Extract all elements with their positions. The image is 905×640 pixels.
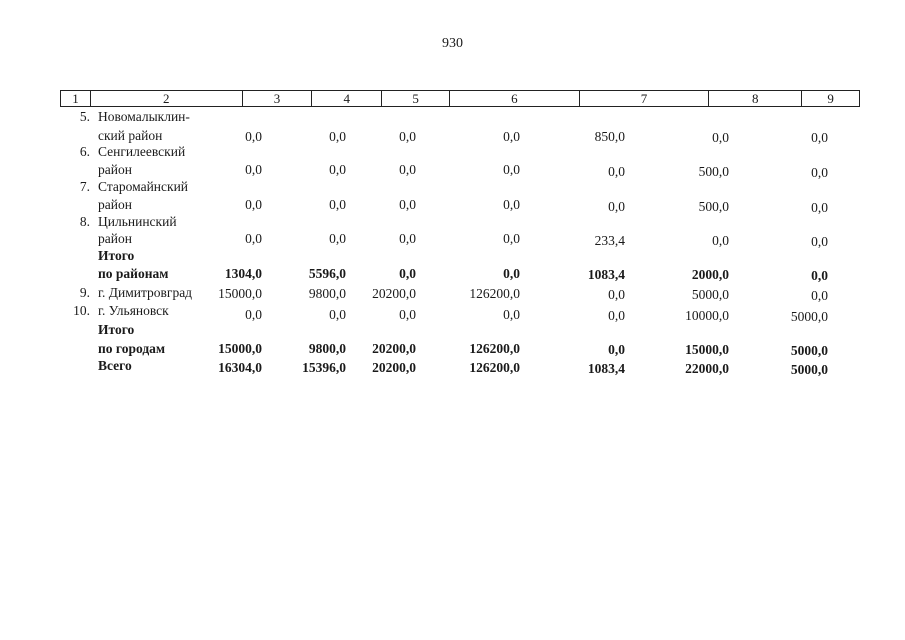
cell-col-8: 500,0 xyxy=(698,164,729,179)
row-name-line: район xyxy=(98,162,132,177)
row-name-line: по городам xyxy=(98,341,166,356)
cell-col-7: 0,0 xyxy=(608,308,625,323)
cell-col-5: 0,0 xyxy=(399,197,416,212)
page-number: 930 xyxy=(442,36,463,51)
cell-col-4: 0,0 xyxy=(329,307,346,322)
cell-col-8: 22000,0 xyxy=(685,361,729,376)
row-number: 7. xyxy=(79,179,90,194)
cell-col-9: 0,0 xyxy=(811,165,828,180)
row-name-line: район xyxy=(98,231,132,246)
cell-col-4: 9800,0 xyxy=(308,341,346,356)
row-number: 5. xyxy=(79,109,90,124)
column-header-2: 2 xyxy=(91,91,243,106)
cell-col-4: 0,0 xyxy=(329,162,346,177)
cell-col-6: 0,0 xyxy=(503,307,520,322)
cell-col-7: 1083,4 xyxy=(587,361,625,376)
cell-col-8: 0,0 xyxy=(712,130,729,145)
row-number: 6. xyxy=(79,144,90,159)
cell-col-3: 0,0 xyxy=(245,307,262,322)
cell-col-9: 0,0 xyxy=(811,268,828,283)
row-name-line: г. Димитровград xyxy=(98,285,193,300)
column-header-9: 9 xyxy=(827,91,834,106)
cell-col-6: 0,0 xyxy=(503,266,520,281)
cell-col-9: 0,0 xyxy=(811,234,828,249)
cell-col-5: 0,0 xyxy=(399,231,416,246)
cell-col-4: 0,0 xyxy=(329,129,346,144)
cell-col-6: 0,0 xyxy=(503,129,520,144)
column-header-3: 3 xyxy=(243,91,313,106)
cell-col-8: 15000,0 xyxy=(685,342,729,357)
row-name-line: Сенгилеевский xyxy=(98,144,186,159)
cell-col-4: 15396,0 xyxy=(302,360,346,375)
column-header-6: 6 xyxy=(450,91,580,106)
cell-col-8: 2000,0 xyxy=(691,267,729,282)
cell-col-6: 126200,0 xyxy=(469,360,520,375)
cell-col-7: 0,0 xyxy=(608,199,625,214)
cell-col-5: 0,0 xyxy=(399,266,416,281)
cell-col-7: 233,4 xyxy=(594,233,625,248)
cell-col-9: 5000,0 xyxy=(790,362,828,377)
cell-col-9: 5000,0 xyxy=(790,309,828,324)
cell-col-7: 0,0 xyxy=(608,164,625,179)
cell-col-6: 0,0 xyxy=(503,162,520,177)
cell-col-5: 0,0 xyxy=(399,162,416,177)
cell-col-5: 20200,0 xyxy=(372,286,416,301)
cell-col-7: 0,0 xyxy=(608,287,625,302)
cell-col-6: 0,0 xyxy=(503,197,520,212)
cell-col-9: 0,0 xyxy=(811,200,828,215)
column-header-1: 1 xyxy=(61,91,91,106)
column-header-5: 5 xyxy=(382,91,450,106)
cell-col-6: 126200,0 xyxy=(469,341,520,356)
column-header-4: 4 xyxy=(312,91,382,106)
cell-col-6: 0,0 xyxy=(503,231,520,246)
cell-col-3: 0,0 xyxy=(245,162,262,177)
cell-col-7: 850,0 xyxy=(594,129,625,144)
cell-col-3: 1304,0 xyxy=(224,266,262,281)
column-header-8: 8 xyxy=(709,91,802,106)
cell-col-5: 0,0 xyxy=(399,129,416,144)
row-number: 10. xyxy=(73,303,90,318)
row-name-line: по районам xyxy=(98,266,169,281)
cell-col-9: 0,0 xyxy=(811,288,828,303)
row-number: 9. xyxy=(79,285,90,300)
cell-col-7: 0,0 xyxy=(608,342,625,357)
cell-col-3: 0,0 xyxy=(245,197,262,212)
cell-col-9: 0,0 xyxy=(811,130,828,145)
cell-col-3: 15000,0 xyxy=(218,286,262,301)
cell-col-5: 20200,0 xyxy=(372,341,416,356)
cell-col-4: 0,0 xyxy=(329,231,346,246)
cell-col-4: 9800,0 xyxy=(308,286,346,301)
row-name-line: ский район xyxy=(98,128,163,143)
cell-col-4: 0,0 xyxy=(329,197,346,212)
cell-col-3: 15000,0 xyxy=(218,341,262,356)
cell-col-3: 16304,0 xyxy=(218,360,262,375)
cell-col-8: 0,0 xyxy=(712,233,729,248)
cell-col-9: 5000,0 xyxy=(790,343,828,358)
cell-col-5: 0,0 xyxy=(399,307,416,322)
cell-col-8: 5000,0 xyxy=(691,287,729,302)
row-name-line: Новомалыклин- xyxy=(98,109,190,124)
table-header-row xyxy=(60,90,860,107)
row-name-line: Всего xyxy=(98,358,132,373)
cell-col-7: 1083,4 xyxy=(587,267,625,282)
cell-col-4: 5596,0 xyxy=(308,266,346,281)
row-name-line: г. Ульяновск xyxy=(98,303,169,318)
cell-col-8: 10000,0 xyxy=(685,308,729,323)
row-name-line: район xyxy=(98,197,132,212)
row-name-line: Старомайнский xyxy=(98,179,189,194)
cell-col-8: 500,0 xyxy=(698,199,729,214)
row-number: 8. xyxy=(79,214,90,229)
cell-col-3: 0,0 xyxy=(245,129,262,144)
cell-col-6: 126200,0 xyxy=(469,286,520,301)
row-name-line: Цильнинский xyxy=(98,214,177,229)
row-name-line: Итого xyxy=(98,248,135,263)
row-name-line: Итого xyxy=(98,322,135,337)
column-header-7: 7 xyxy=(580,91,710,106)
cell-col-5: 20200,0 xyxy=(372,360,416,375)
cell-col-3: 0,0 xyxy=(245,231,262,246)
